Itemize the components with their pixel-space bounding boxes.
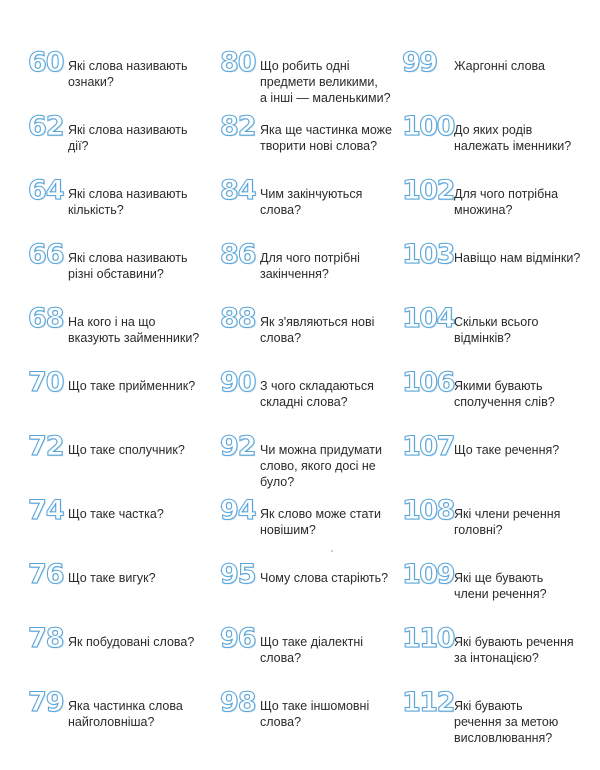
entry-question: Скільки всього відмінків?: [454, 315, 539, 345]
page-number: 94: [220, 495, 256, 526]
page-number: 99: [402, 47, 437, 78]
entry-question: Що таке речення?: [454, 443, 560, 457]
contents-entry[interactable]: [402, 238, 592, 298]
entry-question: Як побудовані слова?: [68, 635, 195, 649]
contents-entry[interactable]: [28, 494, 218, 554]
entry-question: Навіщо нам відмінки?: [454, 251, 581, 265]
entry-question: Які слова називають дії?: [68, 123, 188, 153]
entry-question: Які слова називають різні обставини?: [68, 251, 188, 281]
page-number: 82: [220, 111, 256, 142]
page-number: 88: [220, 303, 256, 334]
contents-entry[interactable]: [28, 46, 218, 106]
contents-entry[interactable]: [402, 174, 592, 234]
entry-question: Які слова називають ознаки?: [68, 59, 188, 89]
contents-entry[interactable]: [28, 622, 218, 682]
page-number: 90: [220, 367, 256, 398]
page-number: 106: [402, 367, 454, 398]
contents-entry[interactable]: [28, 430, 218, 490]
contents-entry[interactable]: [220, 558, 410, 618]
contents-entry[interactable]: [402, 622, 592, 682]
contents-entry[interactable]: [28, 174, 218, 234]
page-number: 92: [220, 431, 256, 462]
contents-entry[interactable]: [402, 494, 592, 554]
entry-question: Що таке частка?: [68, 507, 164, 521]
page-number: 112: [402, 687, 454, 718]
entry-question: З чого складаються складні слова?: [260, 379, 374, 409]
contents-entry[interactable]: [28, 558, 218, 618]
page-number: 70: [28, 367, 64, 398]
page-number: 76: [28, 559, 64, 590]
page-number: 60: [28, 47, 64, 78]
entry-question: Чим закінчуються слова?: [260, 187, 363, 217]
entry-question: Що таке діалектні слова?: [260, 635, 363, 665]
contents-entry[interactable]: [220, 110, 410, 170]
page-number: 108: [402, 495, 454, 526]
entry-question: Які члени речення головні?: [454, 507, 561, 537]
page-number: 62: [28, 111, 64, 142]
contents-entry[interactable]: [28, 238, 218, 298]
entry-question: Що робить одні предмети великими, а інші — маленькими?: [260, 59, 391, 105]
entry-question: Жаргонні слова: [454, 59, 545, 73]
entry-question: Які бувають речення за інтонацією?: [454, 635, 574, 665]
contents-entry[interactable]: [402, 558, 592, 618]
page-number: 109: [402, 559, 454, 590]
contents-entry[interactable]: [402, 366, 592, 426]
contents-entry[interactable]: [402, 46, 592, 106]
contents-entry[interactable]: [220, 46, 410, 106]
entry-question: Чому слова старіють?: [260, 571, 389, 585]
entry-question: Чи можна придумати слово, якого досі не було?: [260, 443, 382, 489]
page-number: 103: [402, 239, 454, 270]
contents-entry[interactable]: [220, 174, 410, 234]
entry-question: Як слово може стати новішим?: [260, 507, 381, 537]
page-number: 79: [28, 687, 64, 718]
entry-question: Що таке вигук?: [68, 571, 156, 585]
contents-entry[interactable]: [28, 686, 218, 746]
page-number: 96: [220, 623, 256, 654]
print-speck: [331, 550, 333, 552]
entry-question: На кого і на що вказують займенники?: [68, 315, 200, 345]
page-number: 80: [220, 47, 256, 78]
contents-entry[interactable]: [220, 302, 410, 362]
page-number: 78: [28, 623, 64, 654]
contents-entry[interactable]: [402, 686, 592, 746]
entry-question: Яка ще частинка може творити нові слова?: [260, 123, 392, 153]
entry-question: До яких родів належать іменники?: [454, 123, 572, 153]
contents-entry[interactable]: [28, 366, 218, 426]
contents-entry[interactable]: [220, 366, 410, 426]
page-number: 98: [220, 687, 256, 718]
entry-question: Які бувають речення за метою висловлювання?: [454, 699, 559, 745]
entry-question: Якими бувають сполучення слів?: [454, 379, 555, 409]
page-number: 68: [28, 303, 64, 334]
contents-entry[interactable]: [28, 110, 218, 170]
entry-question: Які слова називають кількість?: [68, 187, 188, 217]
page-number: 95: [220, 559, 256, 590]
page-number: 104: [402, 303, 454, 334]
entry-question: Що таке прийменник?: [68, 379, 196, 393]
page-number: 66: [28, 239, 64, 270]
contents-entry[interactable]: [220, 494, 410, 554]
page-number: 64: [28, 175, 64, 206]
page-number: 84: [220, 175, 256, 206]
page-number: 102: [402, 175, 454, 206]
page-number: 74: [28, 495, 64, 526]
contents-entry[interactable]: [220, 686, 410, 746]
entry-question: Як з'являються нові слова?: [260, 315, 375, 345]
page-number: 110: [402, 623, 454, 654]
entry-question: Яка частинка слова найголовніша?: [68, 699, 183, 729]
entry-question: Для чого потрібні закінчення?: [260, 251, 360, 281]
page-number: 86: [220, 239, 256, 270]
entry-question: Які ще бувають члени речення?: [454, 571, 547, 601]
contents-entry[interactable]: [28, 302, 218, 362]
page-number: 107: [402, 431, 454, 462]
contents-entry[interactable]: [402, 302, 592, 362]
contents-entry[interactable]: [402, 110, 592, 170]
contents-entry[interactable]: [220, 238, 410, 298]
entry-question: Для чого потрібна множина?: [454, 187, 559, 217]
page-number: 100: [402, 111, 454, 142]
page-number: 72: [28, 431, 64, 462]
contents-entry[interactable]: [220, 430, 410, 490]
entry-question: Що таке сполучник?: [68, 443, 185, 457]
contents-entry[interactable]: [402, 430, 592, 490]
entry-question: Що таке іншомовні слова?: [260, 699, 370, 729]
contents-entry[interactable]: [220, 622, 410, 682]
